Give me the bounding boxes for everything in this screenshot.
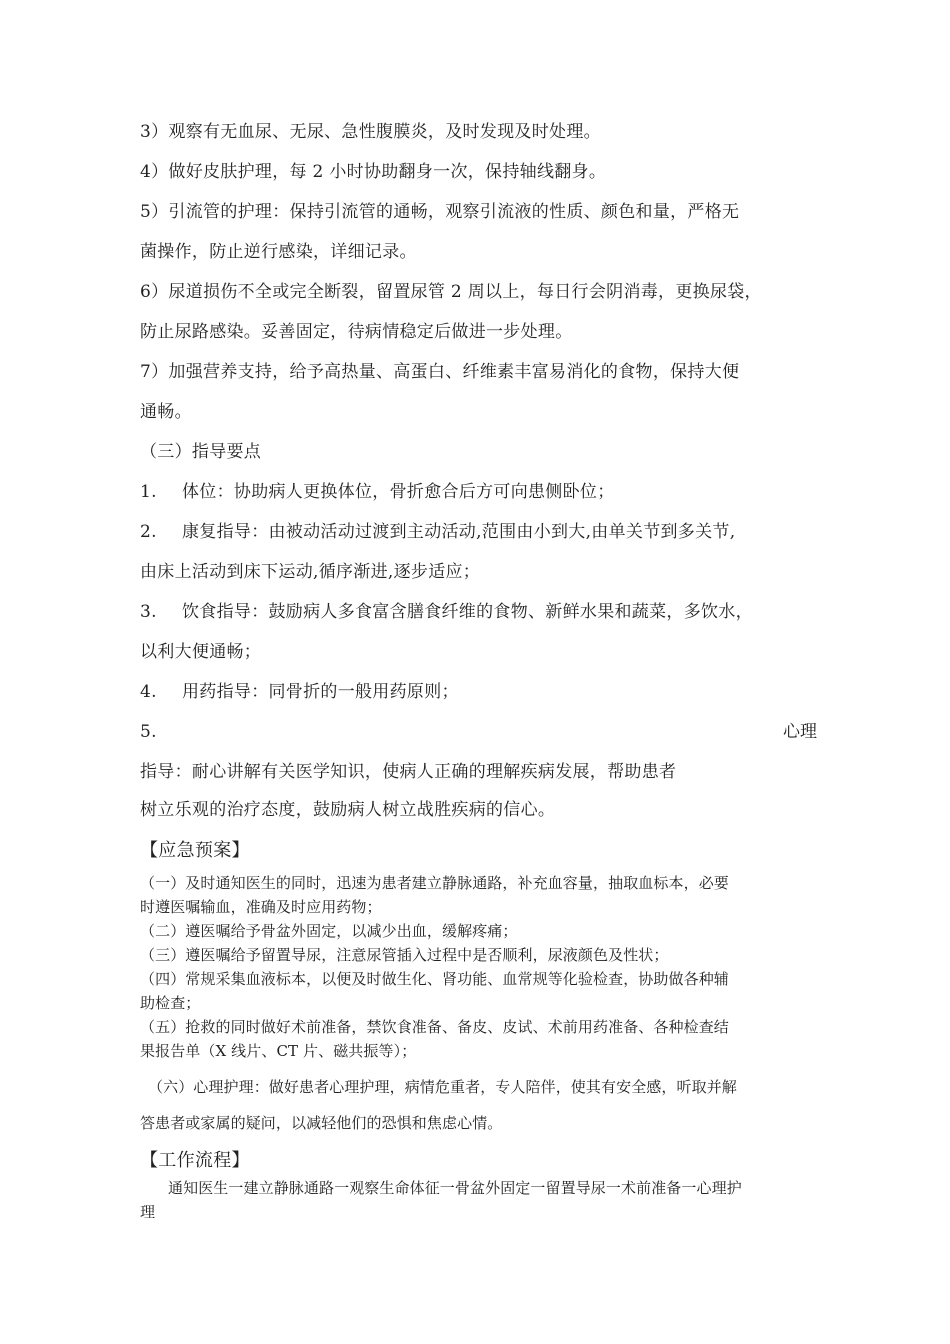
workflow-line-2: 理: [140, 1203, 156, 1221]
care-item-6-cont: 防止尿路感染。妥善固定，待病情稳定后做进一步处理。: [140, 322, 573, 342]
care-item-6: 6）尿道损伤不全或完全断裂，留置尿管 2 周以上，每日行会阴消毒，更换尿袋，: [140, 282, 762, 302]
emergency-line-5: （五）抢救的同时做好术前准备，禁饮食准备、备皮、皮试、术前用药准备、各种检查结: [140, 1018, 729, 1036]
emergency-line-4: （四）常规采集血液标本，以便及时做生化、肾功能、血常规等化验检查，协助做各种辅: [140, 970, 729, 988]
care-item-4: 4）做好皮肤护理，每 2 小时协助翻身一次，保持轴线翻身。: [140, 162, 607, 182]
guidance-item-number: 3.: [140, 602, 157, 622]
guidance-item-text: 用药指导：同骨折的一般用药原则；: [182, 682, 459, 702]
workflow-heading: 【工作流程】: [140, 1150, 250, 1171]
guidance-item-5-line2: 指导：耐心讲解有关医学知识，使病人正确的理解疾病发展，帮助患者: [140, 762, 677, 782]
guidance-item-text: 康复指导：由被动活动过渡到主动活动,范围由小到大,由单关节到多关节,: [182, 522, 736, 542]
emergency-line-6: （六）心理护理：做好患者心理护理，病情危重者，专人陪伴，使其有安全感，听取并解: [148, 1078, 737, 1096]
guidance-item-2-cont: 由床上活动到床下运动,循序渐进,逐步适应；: [140, 562, 481, 582]
emergency-line-1: （一）及时通知医生的同时，迅速为患者建立静脉通路，补充血容量，抽取血标本，必要: [140, 874, 729, 892]
guidance-item-text: 体位：协助病人更换体位，骨折愈合后方可向患侧卧位；: [182, 482, 615, 502]
care-item-3: 3）观察有无血尿、无尿、急性腹膜炎，及时发现及时处理。: [140, 122, 601, 142]
emergency-line-2: （二）遵医嘱给予骨盆外固定，以减少出血，缓解疼痛；: [140, 922, 518, 940]
guidance-heading: （三）指导要点: [140, 442, 262, 462]
guidance-item-2: [140, 521, 735, 543]
guidance-item-3: [140, 601, 753, 623]
guidance-item-number: 1.: [140, 482, 157, 502]
emergency-line-1-cont: 时遵医嘱输血，准确及时应用药物；: [140, 898, 382, 916]
care-item-5-cont: 菌操作，防止逆行感染，详细记录。: [140, 242, 417, 262]
guidance-item-5-line3: 树立乐观的治疗态度，鼓励病人树立战胜疾病的信心。: [140, 800, 556, 820]
guidance-item-4: [140, 681, 459, 703]
guidance-item-5-number: 5.: [140, 722, 157, 742]
guidance-item-3-cont: 以利大便通畅；: [140, 642, 262, 662]
guidance-item-text: 饮食指导：鼓励病人多食富含膳食纤维的食物、新鲜水果和蔬菜，多饮水，: [182, 602, 753, 622]
workflow-line-1: 通知医生一建立静脉通路一观察生命体征一骨盆外固定一留置导尿一术前准备一心理护: [168, 1179, 742, 1197]
guidance-item-1: [140, 481, 615, 503]
guidance-item-number: 2.: [140, 522, 157, 542]
guidance-item-number: 4.: [140, 682, 157, 702]
care-item-7: 7）加强营养支持，给予高热量、高蛋白、纤维素丰富易消化的食物，保持大便: [140, 362, 740, 382]
emergency-line-4-cont: 助检查；: [140, 994, 201, 1012]
emergency-line-3: （三）遵医嘱给予留置导尿，注意尿管插入过程中是否顺利，尿液颜色及性状；: [140, 946, 669, 964]
emergency-line-6-cont: 答患者或家属的疑问，以减轻他们的恐惧和焦虑心情。: [140, 1114, 503, 1132]
care-item-5: 5）引流管的护理：保持引流管的通畅，观察引流液的性质、颜色和量，严格无: [140, 202, 740, 222]
care-item-7-cont: 通畅。: [140, 402, 192, 422]
emergency-heading: 【应急预案】: [140, 840, 250, 861]
guidance-item-5-right-text: 心理: [783, 722, 817, 742]
emergency-line-5-cont: 果报告单（X 线片、CT 片、磁共振等）；: [140, 1042, 417, 1060]
